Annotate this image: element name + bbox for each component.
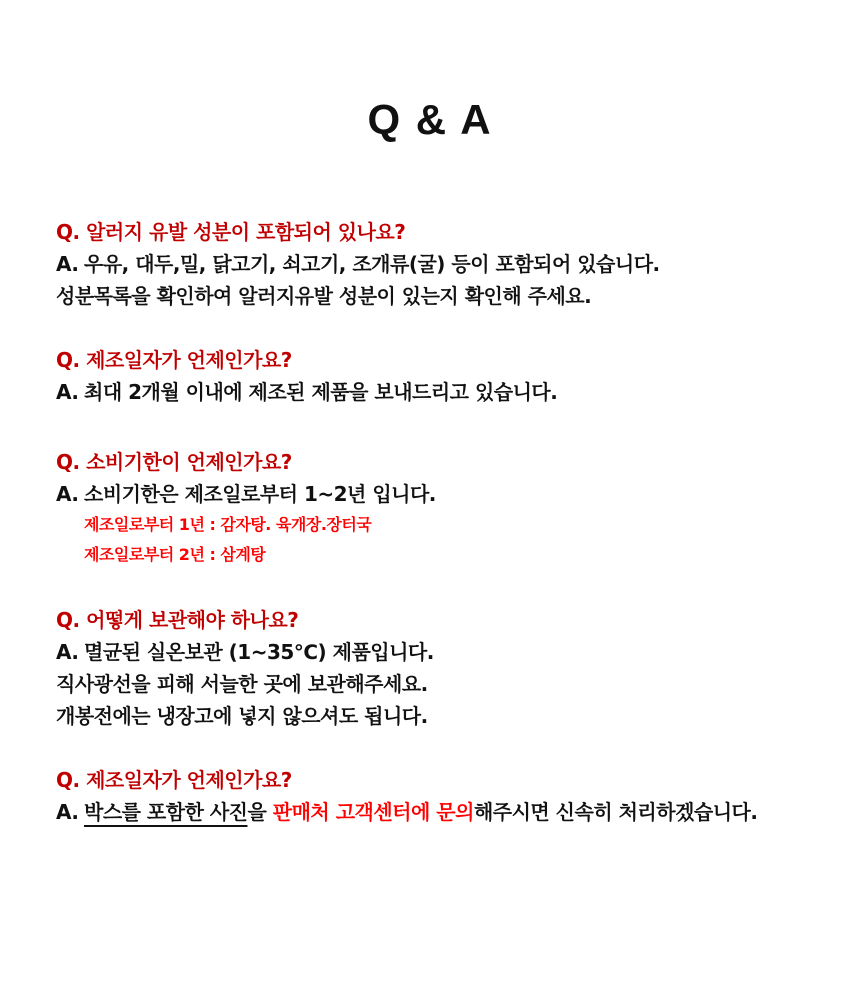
question-prefix: Q. [56, 768, 80, 792]
qa-item-contact [56, 764, 836, 828]
answer-line: 성분목록을 확인하여 알러지유발 성분이 있는지 확인해 주세요. [56, 284, 592, 308]
question-text: 제조일자가 언제인가요? [86, 348, 292, 372]
answer [56, 376, 836, 408]
underlined-text: 박스를 포함한 사진 [84, 800, 248, 824]
question-text: 제조일자가 언제인가요? [86, 768, 292, 792]
page-title: Q & A [367, 96, 493, 143]
question [56, 764, 836, 796]
question-prefix: Q. [56, 608, 80, 632]
connector-text: 을 [247, 800, 273, 824]
answer-prefix: A. [56, 800, 79, 824]
qa-item-manufacture-date [56, 344, 836, 408]
question-prefix: Q. [56, 220, 80, 244]
question [56, 216, 836, 248]
expiry-note: 제조일로부터 2년 : 삼계탕 [84, 545, 266, 564]
question-text: 소비기한이 언제인가요? [86, 450, 292, 474]
answer-rest: 해주시면 신속히 처리하겠습니다. [473, 800, 758, 824]
answer-prefix: A. [56, 482, 79, 506]
answer-line: 소비기한은 제조일로부터 1~2년 입니다. [84, 482, 436, 506]
question [56, 604, 836, 636]
answer [56, 636, 836, 668]
question-text: 알러지 유발 성분이 포함되어 있나요? [86, 220, 406, 244]
answer [56, 478, 836, 510]
question-prefix: Q. [56, 450, 80, 474]
question-prefix: Q. [56, 348, 80, 372]
answer-line: 최대 2개월 이내에 제조된 제품을 보내드리고 있습니다. [84, 380, 558, 404]
answer [56, 796, 836, 828]
expiry-note: 제조일로부터 1년 : 감자탕. 육개장.장터국 [84, 515, 372, 534]
question [56, 446, 836, 478]
highlighted-text: 판매처 고객센터에 문의 [272, 800, 474, 824]
answer-line: 우유, 대두,밀, 닭고기, 쇠고기, 조개류(굴) 등이 포함되어 있습니다. [84, 252, 660, 276]
answer [56, 248, 836, 280]
answer-line: 개봉전에는 냉장고에 넣지 않으셔도 됩니다. [56, 704, 428, 728]
answer-prefix: A. [56, 252, 79, 276]
answer-prefix: A. [56, 640, 79, 664]
qa-item-storage [56, 604, 836, 732]
question [56, 344, 836, 376]
question-text: 어떻게 보관해야 하나요? [86, 608, 299, 632]
qa-item-expiry [56, 446, 836, 570]
answer-line: 직사광선을 피해 서늘한 곳에 보관해주세요. [56, 672, 428, 696]
qa-item-allergy [56, 216, 836, 312]
answer-line: 멸균된 실온보관 (1~35℃) 제품입니다. [84, 640, 434, 664]
answer-prefix: A. [56, 380, 79, 404]
